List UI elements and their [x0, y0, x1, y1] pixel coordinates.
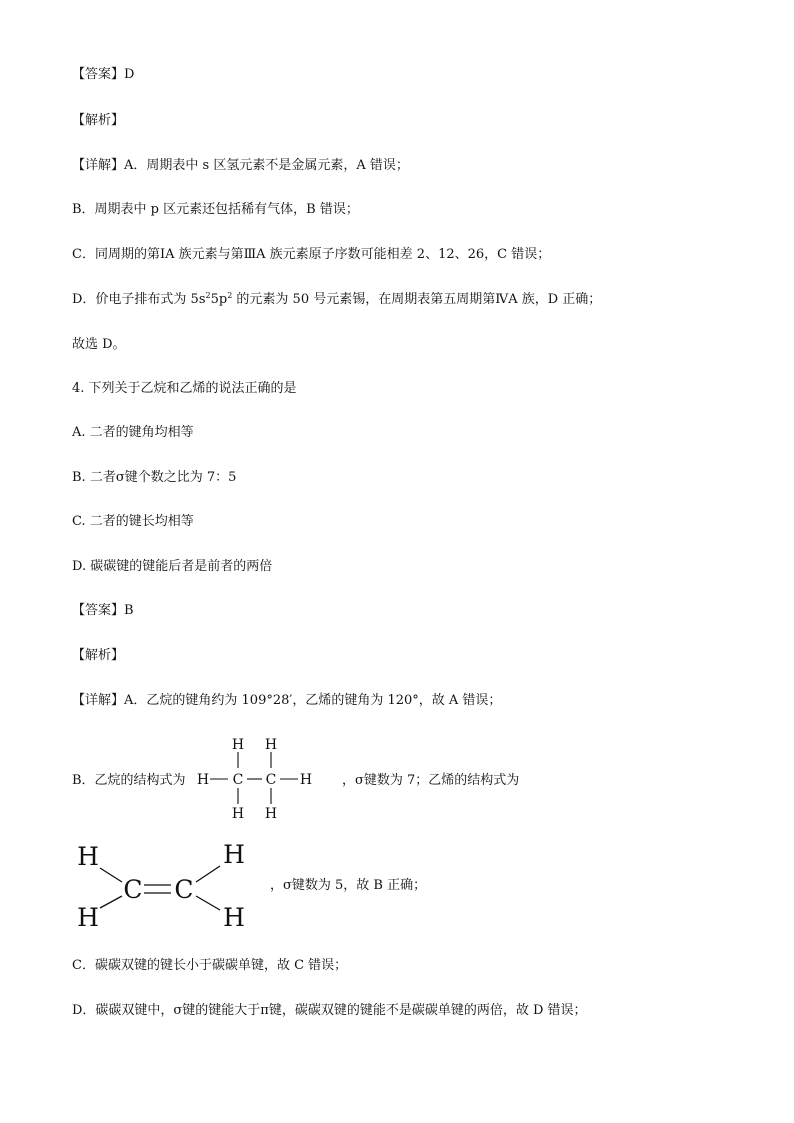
ethylene-h-bottom-left: H: [77, 903, 99, 932]
ethane-c-left: C: [232, 772, 244, 788]
q4-answer: 【答案】B: [72, 603, 134, 618]
q4-detail-c: C．碳碳双键的键长小于碳碳单键，故 C 错误；: [72, 958, 348, 973]
q3-d-post: 的元素为 50 号元素锡，在周期表第五周期第ⅣA 族，D 正确；: [232, 292, 602, 307]
q4-option-a: A. 二者的键角均相等: [72, 425, 194, 440]
q3-analysis-heading: 【解析】: [72, 113, 125, 128]
ethane-c-right: C: [265, 772, 277, 788]
ethylene-bonds: [100, 866, 220, 910]
ethylene-c-left: C: [123, 875, 143, 904]
q4-detail-b-pre: B．乙烷的结构式为: [72, 773, 186, 788]
ethane-bonds: [210, 752, 298, 804]
q3-detail-d: [72, 291, 601, 309]
q4-option-d: D. 碳碳键的键能后者是前者的两倍: [72, 559, 273, 574]
q4-analysis-heading: 【解析】: [72, 648, 125, 663]
q3-answer: 【答案】D: [72, 67, 135, 82]
q3-d-mid: 5p: [210, 292, 228, 307]
q4-question: 4. 下列关于乙烷和乙烯的说法正确的是: [72, 381, 297, 396]
ethane-structural-formula: [194, 736, 324, 826]
ethane-h-right: H: [299, 772, 313, 788]
q4-detail-d: D．碳碳双键中，σ键的键能大于π键，碳碳双键的键能不是碳碳单键的两倍，故 D 错误；: [72, 1003, 587, 1018]
ethane-h-top-right: H: [264, 737, 278, 753]
q3-d-pre: D．价电子排布式为 5s: [72, 292, 206, 307]
q3-d-sup2: 2: [227, 291, 233, 300]
q3-conclusion: 故选 D。: [72, 337, 126, 352]
ethylene-h-top-left: H: [77, 842, 99, 871]
q3-d-sup1: 2: [205, 291, 211, 300]
q3-detail-a: 【详解】A．周期表中 s 区氢元素不是金属元素，A 错误；: [72, 158, 409, 173]
q4-option-c: C. 二者的键长均相等: [72, 514, 194, 529]
ethylene-h-bottom-right: H: [223, 903, 245, 932]
ethane-h-bottom-right: H: [264, 806, 278, 822]
ethylene-h-top-right: H: [223, 840, 245, 869]
q4-detail-b-line2: ，σ键数为 5，故 B 正确；: [270, 878, 427, 893]
q4-option-b: B. 二者σ键个数之比为 7：5: [72, 470, 237, 485]
q3-detail-b: B．周期表中 p 区元素还包括稀有气体，B 错误；: [72, 202, 359, 217]
ethane-h-top-left: H: [231, 737, 245, 753]
q4-detail-a: 【详解】A．乙烷的键角约为 109°28′，乙烯的键角为 120°，故 A 错误；: [72, 693, 502, 708]
q4-detail-b-post: ，σ键数为 7；乙烯的结构式为: [342, 773, 520, 788]
ethylene-structural-formula: [72, 840, 262, 932]
ethane-h-bottom-left: H: [231, 806, 245, 822]
ethylene-c-right: C: [174, 875, 194, 904]
q3-detail-c: C．同周期的第ⅠA 族元素与第ⅢA 族元素原子序数可能相差 2、12、26，C 错误；: [72, 247, 551, 262]
ethane-h-left: H: [196, 772, 210, 788]
